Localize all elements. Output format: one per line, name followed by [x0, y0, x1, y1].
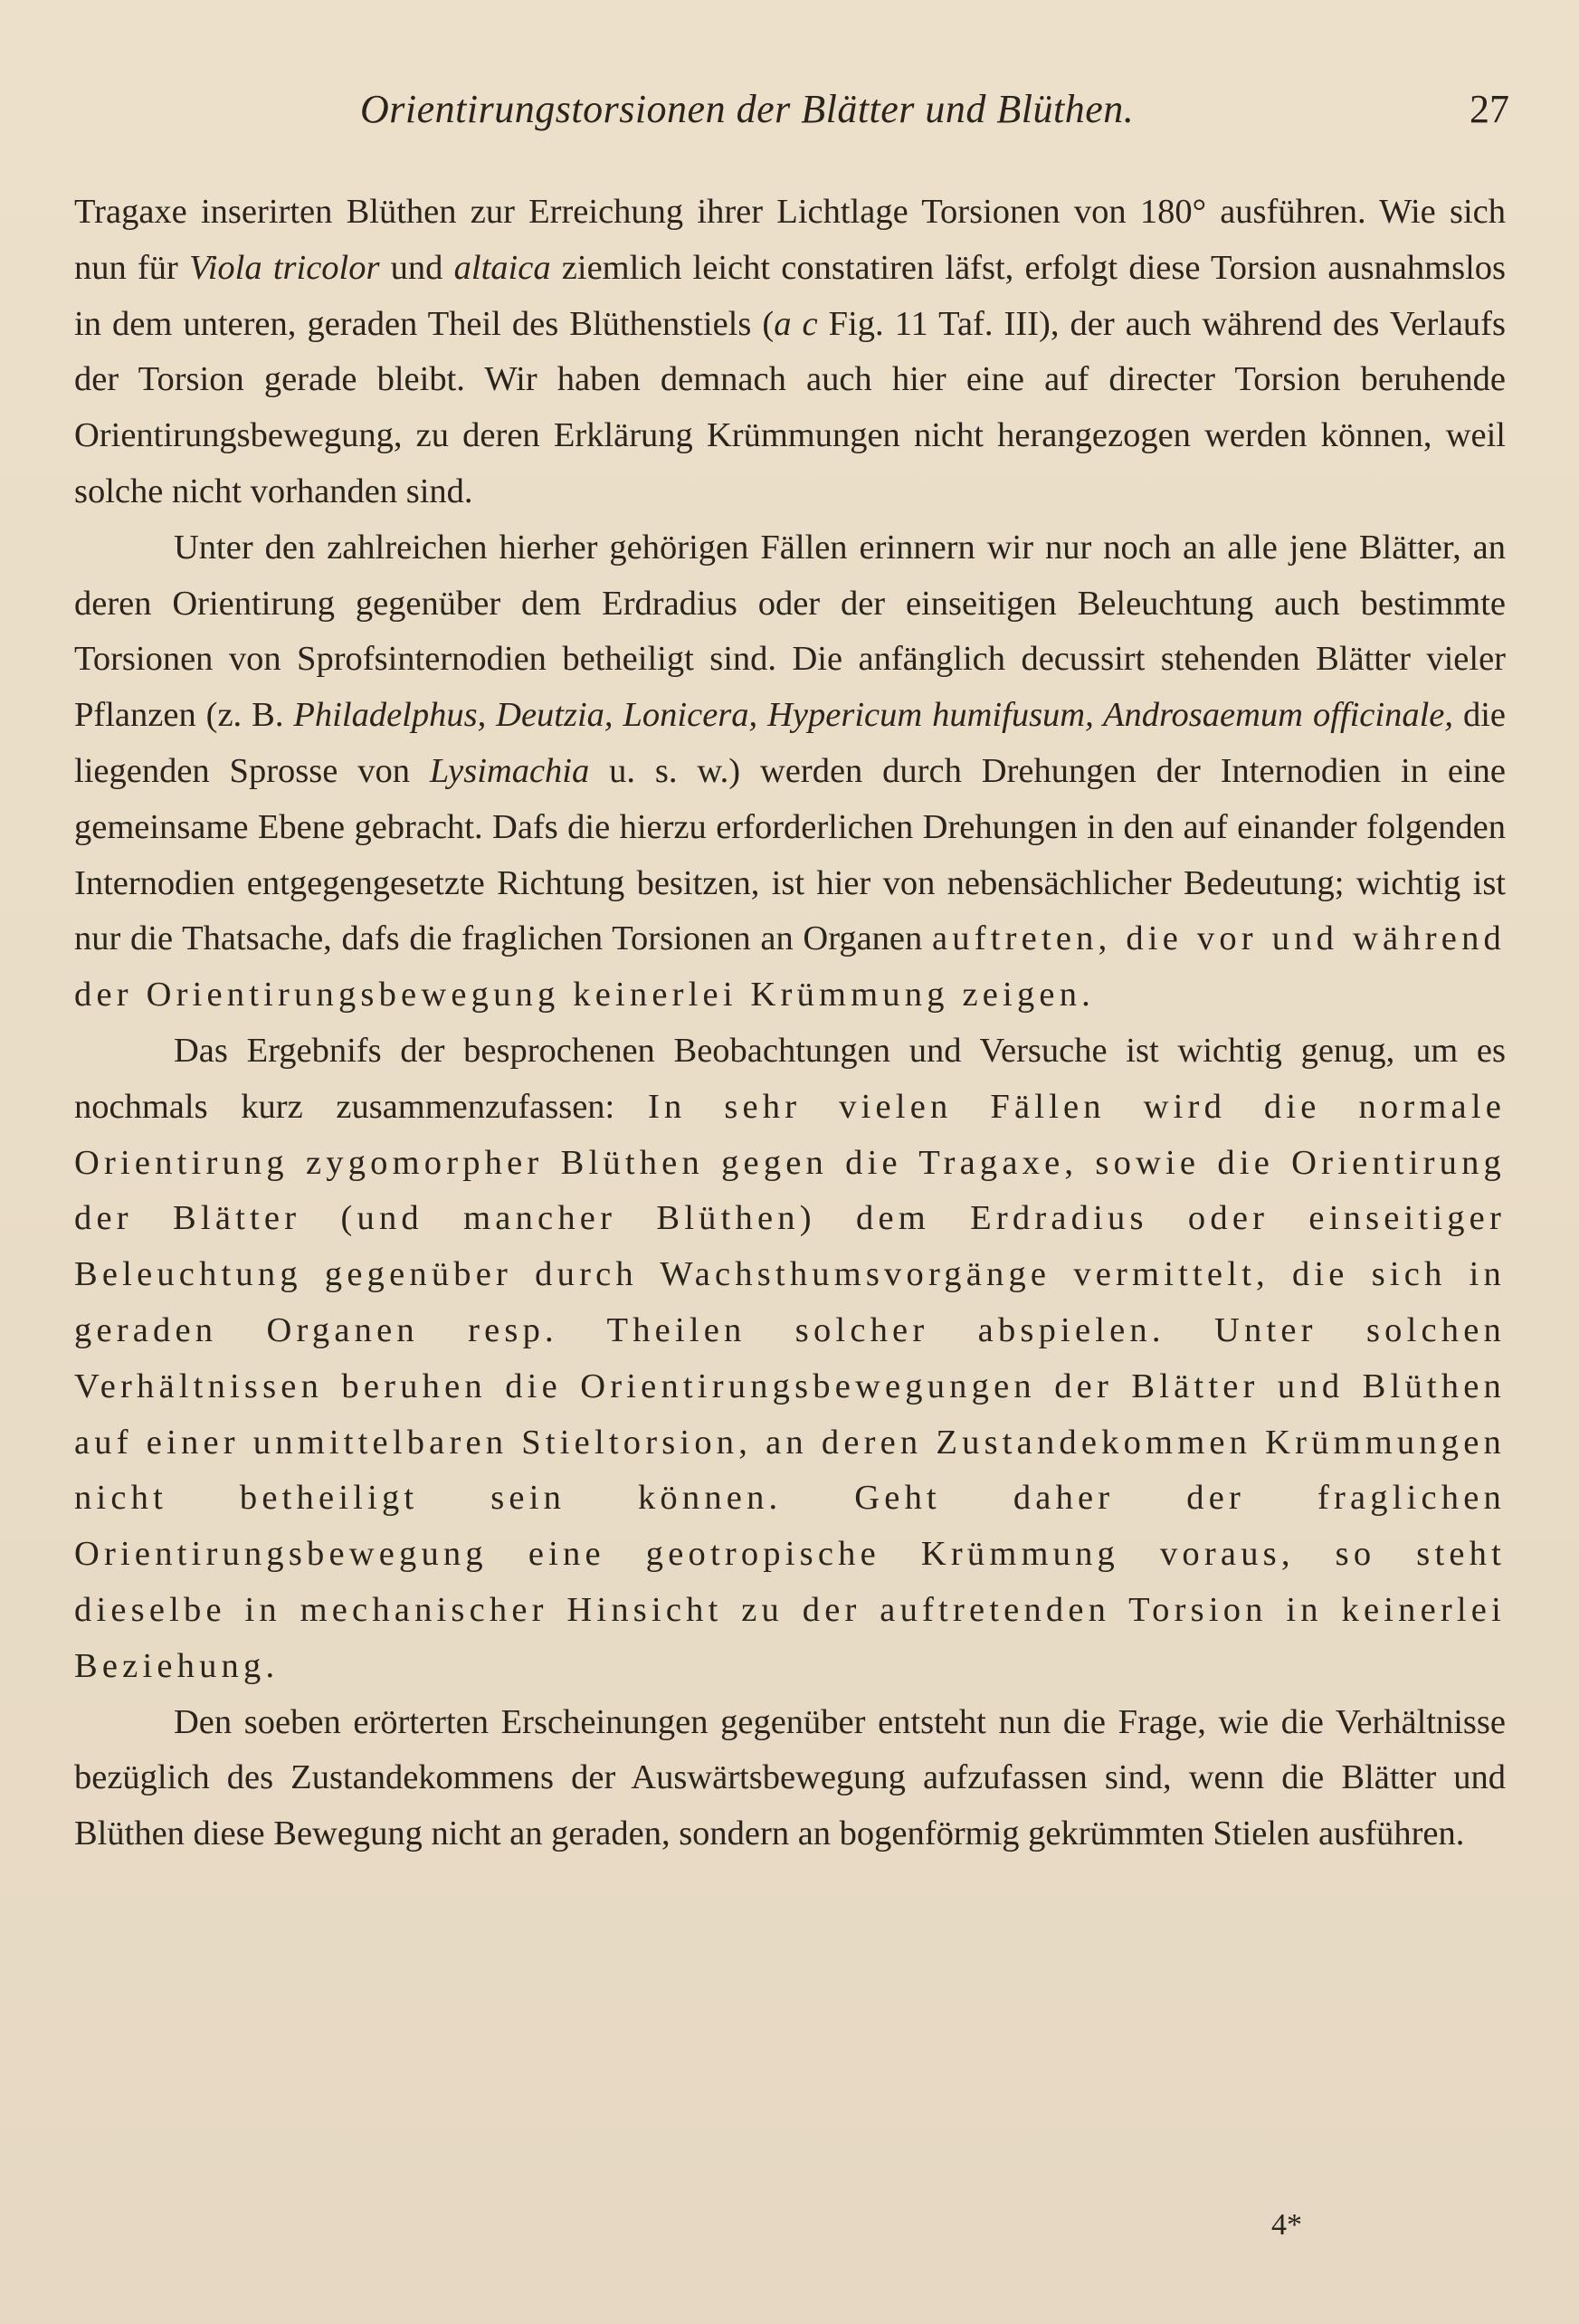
text-run: Das Ergebnifs der besprochenen Beobachtungen und Versuche ist wichtig genug, um es nochmals kurz zusammenzufassen:	[74, 1031, 1506, 1126]
spaced-emphasis: auftreten, die vor und während der Orientirungsbewegung keinerlei Krümmung zeigen.	[74, 919, 1506, 1014]
text-run: u. s. w.) werden durch Drehungen der Internodien in eine gemeinsame Ebene gebracht. Dafs die hierzu erforderlichen Drehungen in den auf einander folgenden Internodien entgegengesetzte Richtung besitzen, ist hier von nebensächlicher Bedeutung; wichtig ist nur die Thatsache, dafs die fraglichen Torsionen an Organen	[74, 751, 1506, 958]
running-title: Orientirungstorsionen der Blätter und Blüthen.	[360, 87, 1135, 131]
italic-taxon: altaica	[453, 248, 551, 287]
paragraph-2	[74, 520, 1506, 1024]
paragraph-4: Den soeben erörterten Erscheinungen gegenüber entsteht nun die Frage, wie die Verhältnisse bezüglich des Zustandekommens der Auswärtsbewegung aufzufassen sind, wenn die Blätter und Blüthen diese Bewegung nicht an geraden, sondern an bogenförmig gekrümmten Stielen ausführen.	[74, 1702, 1506, 1853]
body-text	[74, 185, 1506, 1862]
spaced-emphasis: In sehr vielen Fällen wird die normale Orientirung zygomorpher Blüthen gegen die Tragaxe, sowie die Orientirung der Blätter (und mancher Blüthen) dem Erdradius oder einseitiger Beleuchtung gegenüber durch Wachsthumsvorgänge vermittelt, die sich in geraden Organen resp. Theilen solcher abspielen. Unter solchen Verhältnissen beruhen die Orientirungsbewegungen der Blätter und Blüthen auf einer unmittelbaren Stieltorsion, an deren Zustandekommen Krümmungen nicht betheiligt sein können. Geht daher der fraglichen Orientirungsbewegung eine geotropische Krümmung voraus, so steht dieselbe in mechanischer Hinsicht zu der auftretenden Torsion in keinerlei Beziehung.	[74, 1087, 1506, 1685]
italic-taxon: Viola tricolor	[189, 248, 380, 287]
italic-taxa-list: Philadelphus, Deutzia, Lonicera, Hypericum humifusum, Androsaemum officinale,	[293, 696, 1453, 735]
italic-taxon: Lysimachia	[429, 751, 590, 790]
signature-mark: 4*	[1271, 2208, 1302, 2242]
text-run: und	[379, 248, 454, 287]
text-run: ziemlich leicht constatiren läfst, erfolgt diese Torsion ausnahmslos in dem unteren, geraden Theil des Blüthenstiels (	[74, 248, 1506, 343]
text-run: Fig. 11 Taf. III), der auch während des Verlaufs der Torsion gerade bleibt. Wir haben demnach auch hier eine auf directer Torsion beruhende Orientirungsbewegung, zu deren Erklärung Krümmungen nicht herangezogen werden können, weil solche nicht vorhanden sind.	[74, 304, 1506, 510]
paragraph-3	[74, 1024, 1506, 1695]
italic-figure-ref: a c	[774, 304, 818, 343]
text-run: Unter den zahlreichen hierher gehörigen Fällen erinnern wir nur noch an alle jene Blätter, an deren Orientirung gegenüber dem Erdradius oder der einseitigen Beleuchtung auch bestimmte Torsionen von Sprofsinternodien betheiligt sind. Die anfänglich decussirt stehenden Blätter vieler Pflanzen (z. B.	[74, 528, 1506, 735]
text-run: die liegenden Sprosse von	[74, 696, 1506, 790]
page-number: 27	[1470, 87, 1509, 131]
page-header	[71, 86, 1509, 140]
text-run: Tragaxe inserirten Blüthen zur Erreichung ihrer Lichtlage Torsionen von 180° ausführen. Wie sich nun für	[74, 193, 1506, 287]
paragraph-1	[74, 185, 1506, 520]
